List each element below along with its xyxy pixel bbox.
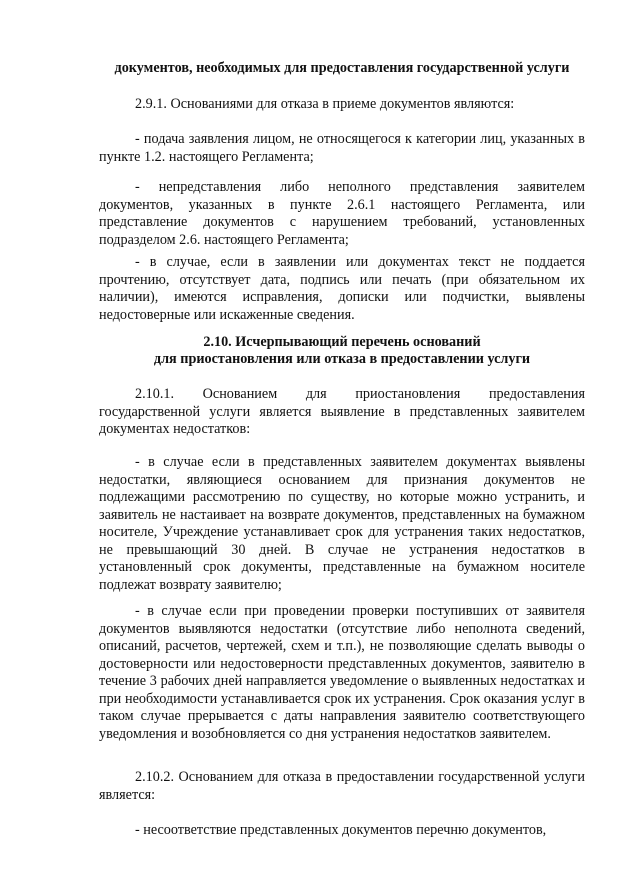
list-item-document-mismatch: - несоответствие представленных документов перечню документов, <box>135 822 547 838</box>
paragraph-2-10-1: 2.10.1. Основанием для приостановления предоставления государственной услуги является выявление в представленных заявителем документах недостатков: <box>99 386 585 437</box>
list-item-applicant-category: - подача заявления лицом, не относящегося к категории лиц, указанных в пункте 1.2. настоящего Регламента; <box>99 131 585 165</box>
list-item-correctable-defects: - в случае если в представленных заявителем документах выявлены недостатки, являющиеся основанием для признания документов не подлежащими рассмотрению по существу, но которые можно устранить, и заявитель не настаивает на возврате документов, представленных на бумажном носителе, Учреждение устанавливает срок для устранения таких недостатков, не превышающий 30 дней. В случае не устранения недостатков в установленный срок документы, представленные на бумажном носителе подлежат возврату заявителю; <box>99 454 585 593</box>
paragraph-2-10-2: 2.10.2. Основанием для отказа в предоставлении государственной услуги является: <box>99 769 585 803</box>
section-title-line-2: для приостановления или отказа в предоставлении услуги <box>153 351 531 367</box>
section-title-line-1: 2.10. Исчерпывающий перечень оснований <box>203 334 481 350</box>
list-item-verification-defects: - в случае если при проведении проверки поступивших от заявителя документов выявляются недостатки (отсутствие либо неполнота сведений, описаний, расчетов, чертежей, схем и т.п.), не позволяющие сделать выводы о достоверности или недостоверности представленных документов, заявителю в течение 3 рабочих дней направляется уведомление о выявленных недостатках и при необходимости устанавливается срок их устранения. Срок оказания услуг в таком случае прерывается с даты направления заявителю соответствующего уведомления и возобновляется со дня устранения недостатков заявителем. <box>99 603 585 742</box>
heading-continuation: документов, необходимых для предоставления государственной услуги <box>114 60 570 76</box>
paragraph-2-9-1: 2.9.1. Основаниями для отказа в приеме документов являются: <box>135 96 515 112</box>
list-item-unreadable-text: - в случае, если в заявлении или документах текст не поддается прочтению, отсутствует дата, подпись или печать (при обязательном их наличии), имеются исправления, дописки или подчистки, выявлены недостоверные или искаженные сведения. <box>99 254 585 323</box>
list-item-missing-documents: - непредставления либо неполного представления заявителем документов, указанных в пункте 2.6.1 настоящего Регламента, или представление документов с нарушением требований, установленных подразделом 2.6. настоящего Регламента; <box>99 179 585 248</box>
